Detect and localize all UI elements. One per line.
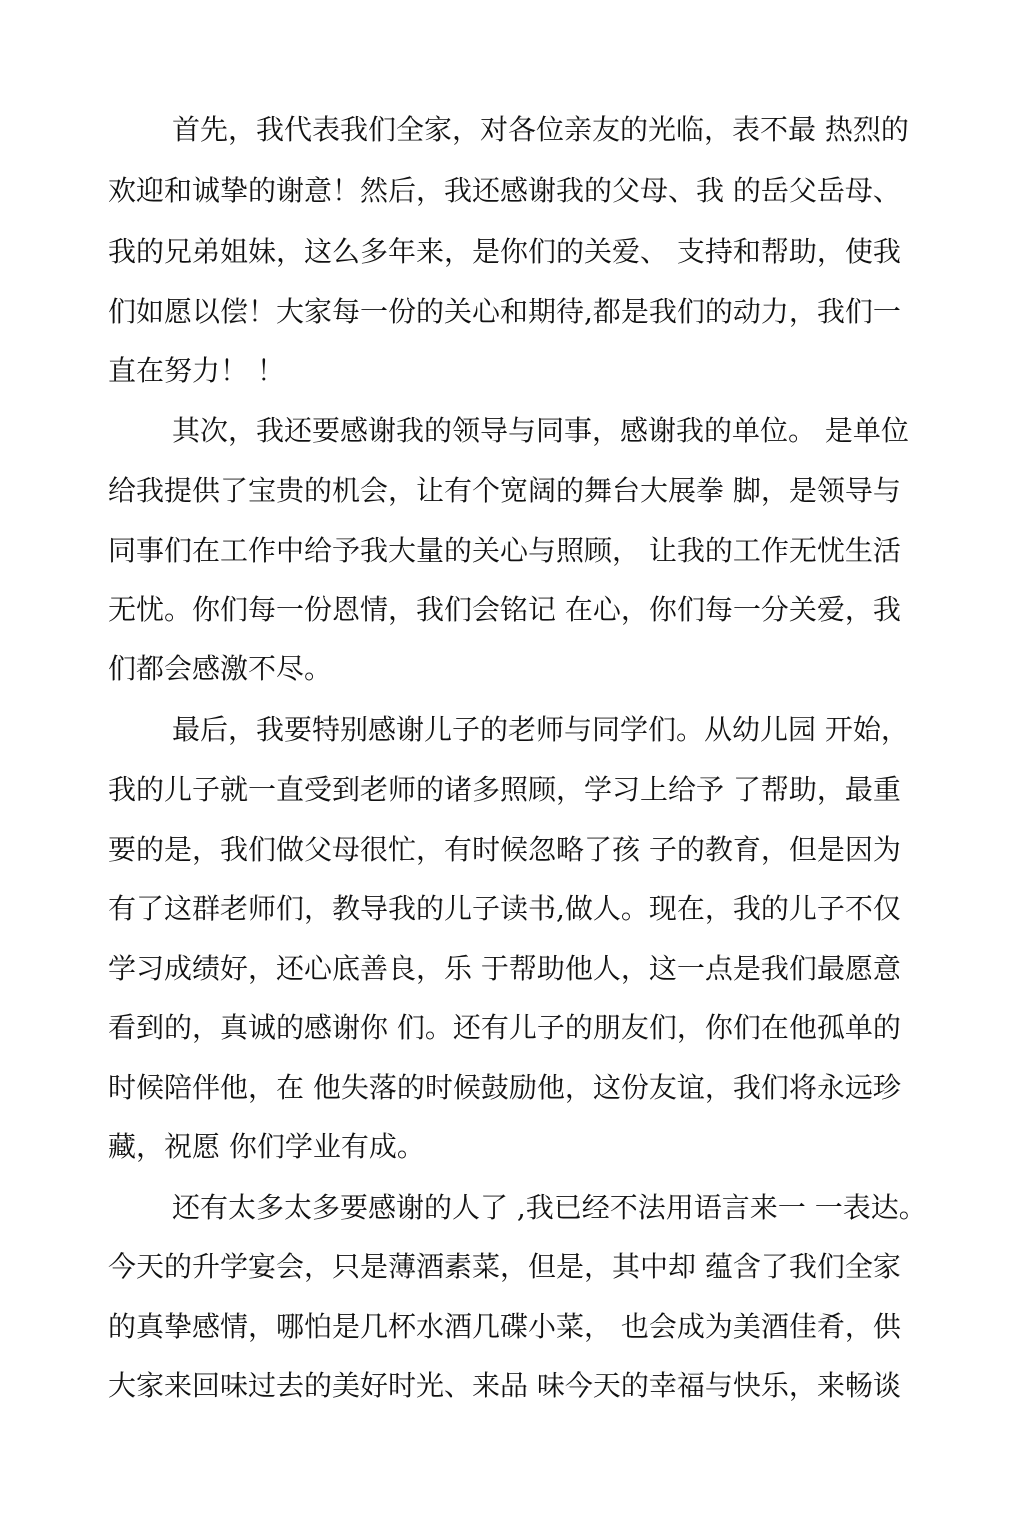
text-line: 其次，我还要感谢我的领导与同事，感谢我的单位。 是单位: [172, 414, 909, 447]
text-line: 最后，我要特别感谢儿子的老师与同学们。从幼儿园 开始，: [172, 713, 909, 746]
text-line: 大家来回味过去的美好时光、来品 味今天的幸福与快乐，来畅谈: [108, 1369, 901, 1402]
text-line: 直在努力！ ！: [108, 354, 285, 387]
text-line: 我的儿子就一直受到老师的诸多照顾，学习上给予 了帮助，最重: [108, 773, 901, 806]
text-line: 今天的升学宴会，只是薄酒素菜，但是，其中却 蕴含了我们全家: [108, 1250, 901, 1283]
text-line: 们都会感激不尽。: [108, 652, 333, 685]
text-line: 有了这群老师们，教导我的儿子读书,做人。现在，我的儿子不仅: [108, 892, 901, 925]
text-line: 我的兄弟姐妹，这么多年来，是你们的关爱、 支持和帮助，使我: [108, 235, 901, 268]
text-line: 藏，祝愿 你们学业有成。: [108, 1130, 425, 1163]
text-line: 看到的，真诚的感谢你 们。还有儿子的朋友们，你们在他孤单的: [108, 1011, 901, 1044]
text-line: 的真挚感情，哪怕是几杯水酒几碟小菜， 也会成为美酒佳肴，供: [108, 1310, 901, 1343]
text-line: 们如愿以偿！大家每一份的关心和期待,都是我们的动力，我们一: [108, 295, 901, 328]
text-line: 还有太多太多要感谢的人了 ,我已经不法用语言来一 一表达。: [172, 1191, 927, 1224]
text-line: 时候陪伴他，在 他失落的时候鼓励他，这份友谊，我们将永远珍: [108, 1071, 901, 1104]
text-line: 学习成绩好，还心底善良，乐 于帮助他人，这一点是我们最愿意: [108, 952, 901, 985]
text-line: 无忧。你们每一份恩情，我们会铭记 在心，你们每一分关爱，我: [108, 593, 901, 626]
text-line: 给我提供了宝贵的机会，让有个宽阔的舞台大展拳 脚，是领导与: [108, 474, 901, 507]
text-line: 同事们在工作中给予我大量的关心与照顾， 让我的工作无忧生活: [108, 534, 901, 567]
text-line: 欢迎和诚挚的谢意！然后，我还感谢我的父母、我 的岳父岳母、: [108, 174, 901, 207]
text-line: 要的是，我们做父母很忙，有时候忽略了孩 子的教育，但是因为: [108, 833, 901, 866]
text-line: 首先，我代表我们全家，对各位亲友的光临，表不最 热烈的: [172, 113, 909, 146]
